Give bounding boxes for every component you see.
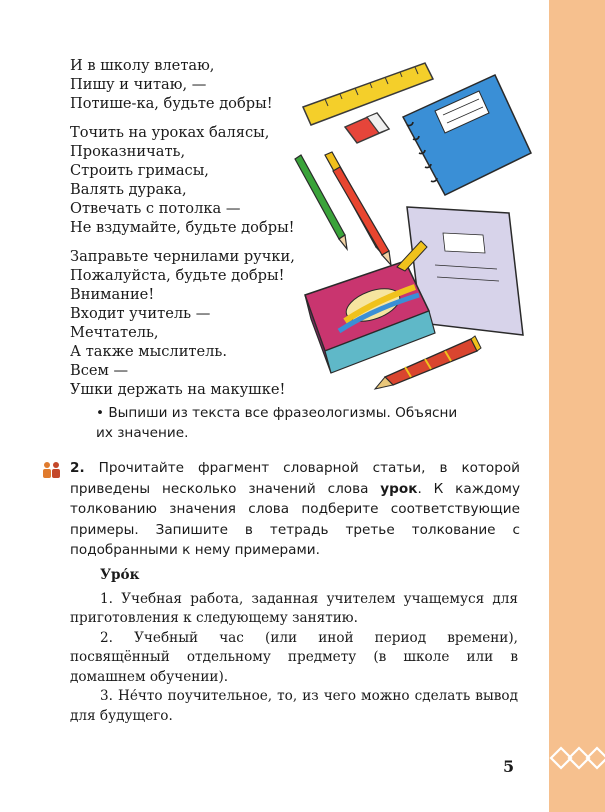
headword: Уро́к: [100, 567, 140, 583]
page-number: 5: [503, 757, 515, 776]
poem-line: Валять дурака,: [70, 181, 187, 198]
notebook-icon: [403, 75, 531, 195]
poem-line: Пишу и читаю, —: [70, 76, 207, 93]
task-text: Выпиши из текста все фразеологизмы. Объясни: [108, 405, 458, 421]
exercise-2-task: [70, 458, 520, 561]
school-supplies-illustration: [285, 55, 545, 390]
dictionary-entry: [70, 566, 518, 726]
poem-line: Отвечать с потолка —: [70, 200, 241, 217]
poem-line: Пожалуйста, будьте добры!: [70, 267, 285, 284]
task-text: Прочитайте фрагмент словарной статьи, в которой приведены несколько значений слова: [70, 460, 520, 497]
meaning-2: 2. Учебный час (или иной период времени), посвящённый отдельному предмету (в школе или в домашнем обучении).: [70, 629, 518, 685]
meaning-1: 1. Учебная работа, заданная учителем учащемуся для приготовления к следующему занятию.: [70, 590, 518, 626]
poem-line: Не вздумайте, будьте добры!: [70, 219, 295, 236]
keyword: урок: [380, 480, 418, 497]
poem-line: Входит учитель —: [70, 305, 211, 322]
task-text: их значение.: [96, 425, 189, 441]
pencils-icon: [295, 152, 391, 265]
poem-line: Точить на уроках балясы,: [70, 124, 270, 141]
meaning-3: 3. Не́что поучительное, то, из чего можно сделать вывод для будущего.: [70, 688, 518, 724]
poem-line: Заправьте чернилами ручки,: [70, 248, 295, 265]
eraser-icon: [345, 113, 389, 143]
poem-line: Строить гримасы,: [70, 162, 209, 179]
poem-line: А также мыслитель.: [70, 343, 227, 360]
pair-work-icon: [41, 461, 61, 481]
side-color-band: [549, 0, 605, 812]
poem-line: Ушки держать на макушке!: [70, 381, 286, 398]
poem-line: Мечтатель,: [70, 324, 159, 341]
band-ornament: [549, 738, 605, 778]
task-text: . К каждому толкованию значения слова подберите соответствующие примеры. Запишите в тетрадь третье толкование с подобранными к нему примерами.: [70, 480, 520, 558]
exercise-number: 2.: [70, 460, 85, 476]
exercise-1-task: [96, 403, 526, 443]
poem-line: И в школу влетаю,: [70, 57, 215, 74]
poem-line: Внимание!: [70, 286, 155, 303]
poem-line: Потише-ка, будьте добры!: [70, 95, 273, 112]
bullet-icon: •: [96, 405, 105, 421]
poem-line: Всем —: [70, 362, 129, 379]
poem-line: Проказничать,: [70, 143, 186, 160]
